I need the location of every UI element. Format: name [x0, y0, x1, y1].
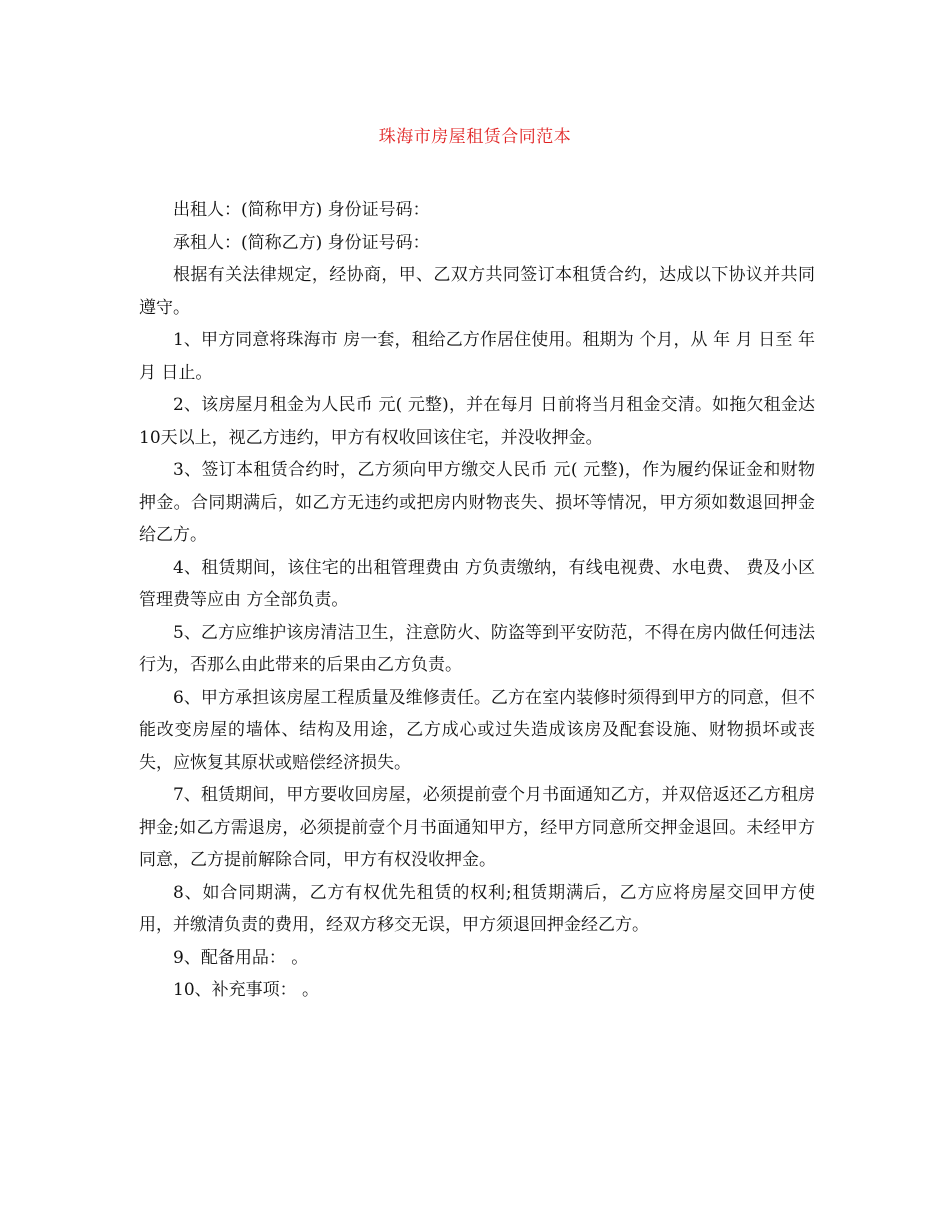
clause-1: 1、甲方同意将珠海市 房一套，租给乙方作居住使用。租期为 个月，从 年 月 日至 年 月 日止。	[139, 330, 815, 383]
document-title: 珠海市房屋租赁合同范本	[378, 127, 572, 147]
clause-5: 5、乙方应维护该房清洁卫生，注意防火、防盗等到平安防范，不得在房内做任何违法行为，否那么由此带来的后果由乙方负责。	[139, 622, 815, 675]
clause-8: 8、如合同期满，乙方有权优先租赁的权利;租赁期满后，乙方应将房屋交回甲方使用，并缴清负责的费用，经双方移交无误，甲方须退回押金经乙方。	[139, 882, 815, 935]
lessor-line: 出租人：(简称甲方) 身份证号码：	[173, 200, 430, 220]
clause-4: 4、租赁期间，该住宅的出租管理费由 方负责缴纳，有线电视费、水电费、 费及小区管理费等应由 方全部负责。	[139, 557, 815, 610]
clause-10: 10、补充事项： 。	[173, 980, 320, 1000]
clause-7: 7、租赁期间，甲方要收回房屋，必须提前壹个月书面通知乙方，并双倍返还乙方租房押金;如乙方需退房，必须提前壹个月书面通知甲方，经甲方同意所交押金退回。未经甲方同意，乙方提前解除合同，甲方有权没收押金。	[139, 785, 815, 870]
clause-6: 6、甲方承担该房屋工程质量及维修责任。乙方在室内装修时须得到甲方的同意，但不能改变房屋的墙体、结构及用途，乙方成心或过失造成该房及配套设施、财物损坏或丧失，应恢复其原状或赔偿经济损失。	[139, 687, 815, 773]
clause-2: 2、该房屋月租金为人民币 元( 元整)，并在每月 日前将当月租金交清。如拖欠租金达10天以上，视乙方违约，甲方有权收回该住宅，并没收押金。	[139, 395, 815, 448]
document-body	[139, 194, 815, 1007]
lessee-line: 承租人：(简称乙方) 身份证号码：	[173, 232, 430, 253]
clause-9: 9、配备用品： 。	[173, 947, 309, 968]
clause-3: 3、签订本租赁合约时，乙方须向甲方缴交人民币 元( 元整)，作为履约保证金和财物押金。合同期满后，如乙方无违约或把房内财物丧失、损坏等情况，甲方须如数退回押金给乙方。	[139, 460, 815, 545]
preamble-paragraph: 根据有关法律规定，经协商，甲、乙双方共同签订本租赁合约，达成以下协议并共同遵守。	[139, 265, 815, 318]
